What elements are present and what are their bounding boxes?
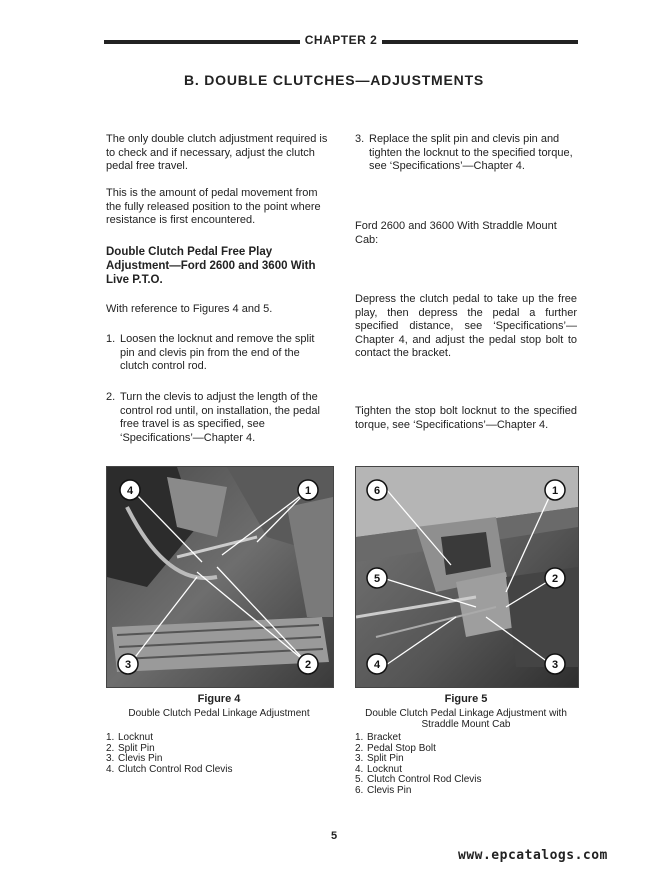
figure-4-callout-2 [297,653,319,675]
figure-4-callout-1-label: 1 [304,485,312,497]
figure-5-callout-3 [544,653,566,675]
figure-4-callout-4-label: 4 [126,485,134,497]
figure-5-callout-5 [366,567,388,589]
intro-paragraph-1: The only double clutch adjustment required is to check and if necessary, adjust the clutch pedal free travel. [106,133,328,172]
step-1-text: Loosen the locknut and remove the split pin and clevis pin from the end of the clutch control rod. [120,333,315,372]
figure-4-callout-4 [119,479,141,501]
figure-5-title: Figure 5 [444,693,488,705]
figure-4-legend-item: 2. Split Pin [106,742,155,754]
figure-5-caption-line-1: Double Clutch Pedal Linkage Adjustment with [365,708,567,719]
figure-4-callout-3-label: 3 [124,659,132,671]
figure-5-callout-1-label: 1 [551,485,559,497]
header-rule-right [382,40,578,44]
reference-paragraph: With reference to Figures 4 and 5. [106,303,273,315]
figure-5-legend-item: 2. Pedal Stop Bolt [355,742,436,754]
figure-5-photo [355,466,579,688]
figure-5-callout-2 [544,567,566,589]
figure-5-legend-item: 3. Split Pin [355,753,404,764]
step-3-number: 3. [355,133,365,145]
figure-5-legend [355,733,577,796]
step-3 [355,133,577,174]
step-2-number: 2. [106,391,116,403]
cab-paragraph-2: Tighten the stop bolt locknut to the specified torque, see ‘Specifications’—Chapter 4. [355,405,577,431]
page-number: 5 [330,830,338,842]
figure-5-legend-item: 5. Clutch Control Rod Clevis [355,774,482,785]
section-title: B. DOUBLE CLUTCHES—ADJUSTMENTS [183,72,485,88]
intro-paragraph-2: This is the amount of pedal movement from the fully released position to the point where resistance is first encountered. [106,187,321,226]
header-rule-left [104,40,300,44]
figure-4-legend-item: 1. Locknut [106,732,154,743]
step-2-text: Turn the clevis to adjust the length of the control rod until, on installation, the pedal free travel is as specified, see ‘Specifications’—Chapter 4. [120,391,320,444]
figure-5-legend-item: 4. Locknut [355,763,403,775]
chapter-label: CHAPTER 2 [304,33,378,47]
figure-5-callout-4 [366,653,388,675]
figure-5-legend-item: 6. Clevis Pin [355,784,412,796]
step-1-number: 1. [106,333,116,345]
figure-5-callout-6 [366,479,388,501]
cab-heading: Ford 2600 and 3600 With Straddle Mount Cab: [355,220,557,246]
figure-4-callout-3 [117,653,139,675]
figure-4-legend-item: 4. Clutch Control Rod Clevis [106,763,233,775]
figure-5-callout-4-label: 4 [373,659,381,671]
step-1 [106,333,331,374]
figure-4-legend-item: 3. Clevis Pin [106,753,163,764]
figure-4-caption: Double Clutch Pedal Linkage Adjustment [128,708,310,719]
cab-paragraph-1: Depress the clutch pedal to take up the free play, then depress the pedal a further specified distance, see ‘Specifications’—Chapter 4, and adjust the pedal stop bolt to contact the bracket. [355,293,577,359]
figure-4-callout-2-label: 2 [304,659,312,671]
figure-4-photo [106,466,334,688]
figure-5-caption-line-2: Straddle Mount Cab [421,719,511,730]
figure-4-title: Figure 4 [197,693,241,705]
step-3-text: Replace the split pin and clevis pin and tighten the locknut to the specified torque, see ‘Specifications’—Chapter 4. [369,133,573,172]
figure-5-callout-2-label: 2 [551,573,559,585]
figure-5-legend-item: 1. Bracket [355,732,401,743]
figure-4-legend [106,733,332,775]
figure-5-callout-5-label: 5 [373,573,381,585]
figure-5-callout-3-label: 3 [551,659,559,671]
step-2 [106,391,331,445]
watermark: www.epcatalogs.com [458,848,608,863]
figure-5-callout-1 [544,479,566,501]
subheading-live-pto: Double Clutch Pedal Free Play Adjustment—Ford 2600 and 3600 With Live P.T.O. [106,246,316,286]
figure-4-callout-1 [297,479,319,501]
figure-5-callout-6-label: 6 [373,485,381,497]
